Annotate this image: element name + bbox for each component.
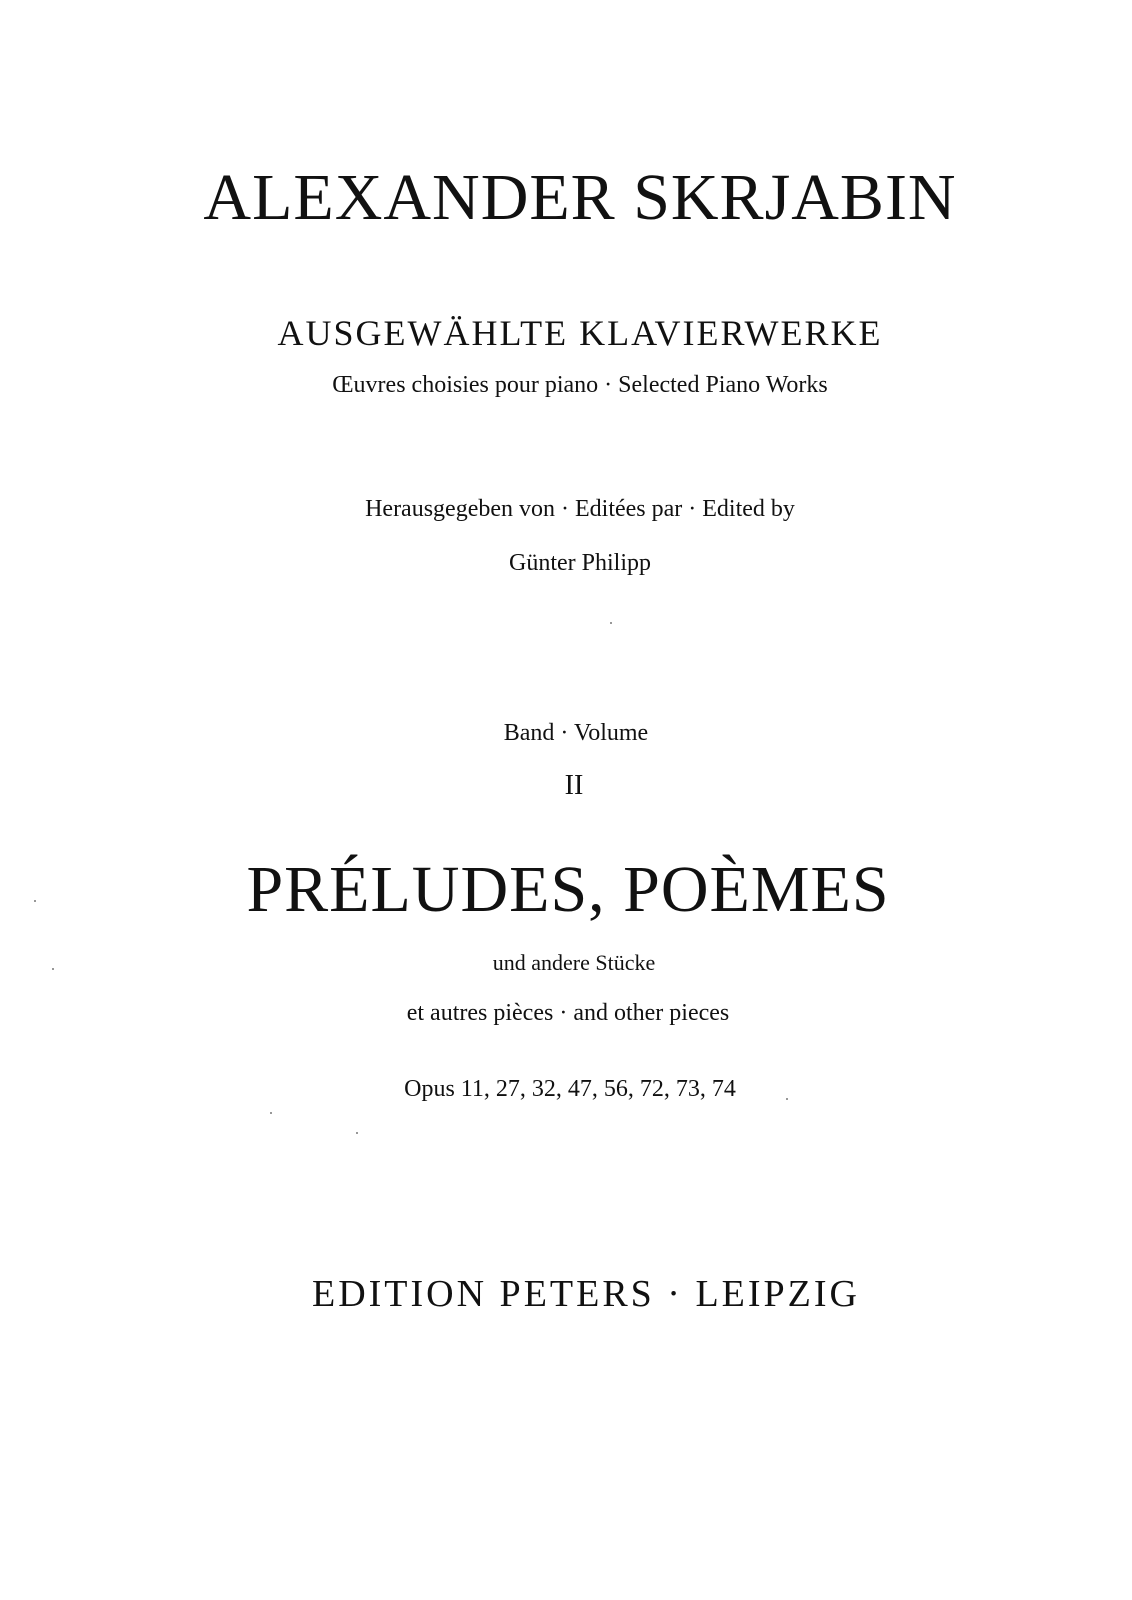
scan-speck: [270, 1112, 272, 1114]
scan-speck: [34, 900, 36, 902]
scan-speck: [52, 968, 54, 970]
composer-name: ALEXANDER SKRJABIN: [203, 161, 957, 234]
work-title: PRÉLUDES, POÈMES: [246, 853, 890, 926]
scan-speck: [610, 622, 612, 624]
editor-name: Günter Philipp: [509, 550, 651, 576]
volume-number: II: [564, 770, 584, 801]
publisher-imprint: EDITION PETERS · LEIPZIG: [312, 1273, 860, 1315]
volume-label: Band · Volume: [503, 720, 649, 746]
opus-numbers: Opus 11, 27, 32, 47, 56, 72, 73, 74: [404, 1076, 736, 1102]
editor-label: Herausgegeben von · Editées par · Edited by: [365, 496, 795, 522]
series-subtitle: Œuvres choisies pour piano · Selected Piano Works: [332, 372, 828, 398]
work-subtitle-french-english: et autres pièces · and other pieces: [406, 1000, 730, 1026]
series-title: AUSGEWÄHLTE KLAVIERWERKE: [277, 313, 883, 353]
scan-speck: [356, 1132, 358, 1134]
work-subtitle-german: und andere Stücke: [492, 950, 656, 975]
scan-speck: [786, 1098, 788, 1100]
